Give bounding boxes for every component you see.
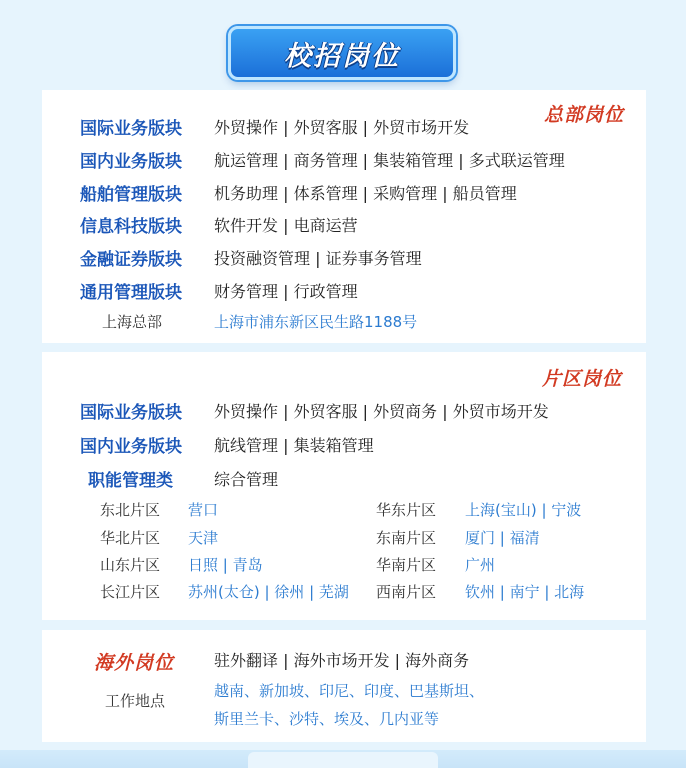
region-location — [376, 499, 581, 520]
region-location — [100, 499, 218, 520]
regions-tag: 片区岗位 — [541, 368, 622, 390]
region-label: 西南片区 — [376, 583, 437, 601]
category-label: 国际业务版块 — [80, 119, 182, 139]
region-location — [100, 581, 349, 602]
roles-text: 外贸操作 | 外贸客服 | 外贸市场开发 — [214, 118, 470, 137]
region-cities: 钦州 | 南宁 | 北海 — [465, 583, 585, 601]
hq-row — [80, 212, 358, 237]
region-location — [100, 554, 263, 575]
category-label: 国内业务版块 — [80, 152, 182, 172]
category-label: 国内业务版块 — [80, 437, 182, 457]
hq-row — [80, 114, 469, 139]
region-cities: 营口 — [188, 501, 219, 519]
overseas-roles: 驻外翻译 | 海外市场开发 | 海外商务 — [214, 651, 470, 670]
region-location — [376, 581, 584, 602]
roles-text: 综合管理 — [214, 470, 279, 489]
category-label: 金融证券版块 — [80, 250, 182, 270]
region-cities: 上海(宝山) | 宁波 — [465, 501, 582, 519]
headquarters-tag: 总部岗位 — [543, 104, 624, 126]
category-label: 船舶管理版块 — [80, 185, 182, 205]
roles-text: 外贸操作 | 外贸客服 | 外贸商务 | 外贸市场开发 — [214, 402, 549, 421]
overseas-card — [42, 630, 646, 742]
overseas-location-line: 斯里兰卡、沙特、埃及、几内亚等 — [214, 710, 440, 728]
region-cities: 日照 | 青岛 — [188, 556, 263, 574]
region-location — [376, 527, 540, 548]
hq-row — [80, 180, 517, 205]
region-label: 山东片区 — [100, 556, 161, 574]
category-label: 职能管理类 — [88, 471, 173, 491]
roles-text: 财务管理 | 行政管理 — [214, 282, 358, 301]
overseas-location-label: 工作地点 — [105, 692, 166, 710]
section-banner — [228, 26, 456, 80]
roles-text: 机务助理 | 体系管理 | 采购管理 | 船员管理 — [214, 184, 517, 203]
bottom-tab-decoration — [248, 752, 438, 768]
hq-location-row — [102, 311, 417, 332]
region-cities: 广州 — [465, 556, 496, 574]
region-cities: 天津 — [188, 529, 219, 547]
overseas-location-line: 越南、新加坡、印尼、印度、巴基斯坦、 — [214, 682, 485, 700]
roles-text: 软件开发 | 电商运营 — [214, 216, 358, 235]
headquarters-card — [42, 90, 646, 343]
roles-text: 航线管理 | 集装箱管理 — [214, 436, 374, 455]
region-label: 华南片区 — [376, 556, 437, 574]
roles-text: 投资融资管理 | 证券事务管理 — [214, 249, 422, 268]
region-label: 东南片区 — [376, 529, 437, 547]
region-role-row — [88, 466, 278, 491]
region-role-row — [80, 432, 374, 457]
hq-row — [80, 147, 565, 172]
region-location — [376, 554, 495, 575]
hq-row — [80, 245, 422, 270]
region-label: 华北片区 — [100, 529, 161, 547]
region-label: 长江片区 — [100, 583, 161, 601]
region-label: 东北片区 — [100, 501, 161, 519]
banner-title: 校招岗位 — [284, 40, 400, 72]
overseas-tag: 海外岗位 — [94, 652, 175, 674]
category-label: 国际业务版块 — [80, 403, 182, 423]
region-label: 华东片区 — [376, 501, 437, 519]
region-cities: 苏州(太仓) | 徐州 | 芜湖 — [188, 583, 349, 601]
roles-text: 航运管理 | 商务管理 | 集装箱管理 | 多式联运管理 — [214, 151, 565, 170]
category-label: 信息科技版块 — [80, 217, 182, 237]
region-role-row — [80, 398, 549, 423]
region-cities: 厦门 | 福清 — [465, 529, 540, 547]
region-location — [100, 527, 218, 548]
hq-row — [80, 278, 358, 303]
location-value: 上海市浦东新区民生路1188号 — [214, 313, 418, 331]
regions-card — [42, 352, 646, 620]
location-label: 上海总部 — [102, 313, 163, 331]
category-label: 通用管理版块 — [80, 283, 182, 303]
